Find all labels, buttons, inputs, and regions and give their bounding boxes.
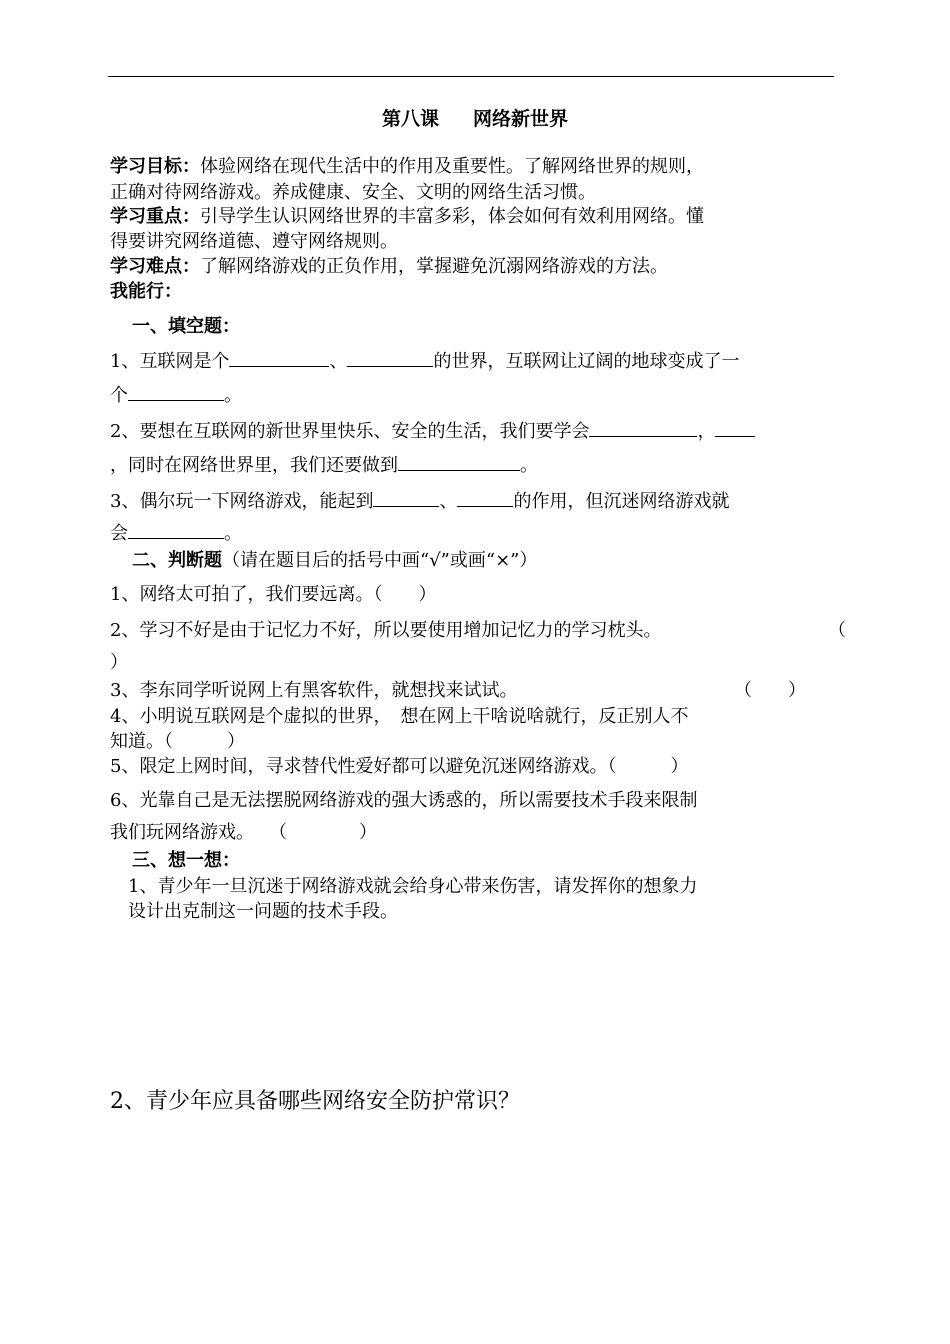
goals-line-1: 学习目标：体验网络在现代生活中的作用及重要性。了解网络世界的规则， — [110, 156, 704, 177]
fill-q3-line-2: 会 。 — [110, 520, 840, 547]
section2-heading-line — [132, 548, 862, 574]
difficulty-label: 学习难点： — [110, 256, 200, 277]
judge-item-5: 5、限定上网时间，寻求替代性爱好都可以避免沉迷网络游戏。（ ） — [110, 756, 689, 777]
answer-blank[interactable] — [347, 348, 433, 367]
answer-bracket[interactable]: （ ） — [734, 680, 806, 701]
answer-blank[interactable] — [589, 418, 697, 437]
answer-blank[interactable] — [457, 488, 513, 507]
answer-blank[interactable] — [715, 418, 755, 437]
think-q2: 2、青少年应具备哪些网络安全防护常识？ — [110, 1089, 520, 1114]
section1-heading: 一、填空题： — [132, 316, 240, 337]
difficulty-line: 学习难点：了解网络游戏的正负作用，掌握避免沉溺网络游戏的方法。 — [110, 256, 668, 277]
fill-q3-line-1: 3、偶尔玩一下网络游戏，能起到 、 的作用，但沉迷网络游戏就 — [110, 488, 840, 515]
judge-item-2: 2、学习不好是由于记忆力不好，所以要使用增加记忆力的学习枕头。 （ — [110, 618, 840, 644]
answer-bracket[interactable]: （ ） — [373, 584, 437, 605]
judge-item-4: 4、小明说互联网是个虚拟的世界， 想在网上干啥说啥就行，反正别人不 — [110, 706, 689, 727]
header-rule — [108, 76, 834, 77]
answer-blank[interactable] — [229, 348, 329, 367]
lesson-name: 网络新世界 — [473, 108, 569, 130]
judge-item-3: 3、李东同学听说网上有黑客软件，就想找来试试。 （ ） — [110, 678, 840, 704]
answer-bracket[interactable]: （ ） — [164, 731, 245, 752]
answer-bracket[interactable]: （ ） — [607, 756, 689, 777]
goals-line-2: 正确对待网络游戏。养成健康、安全、文明的网络生活习惯。 — [110, 182, 596, 203]
answer-bracket-close[interactable]: ） — [110, 652, 128, 673]
lesson-number: 第八课 — [381, 108, 439, 130]
focus-label: 学习重点： — [110, 206, 200, 227]
section2-heading: 二、判断题 — [132, 550, 222, 571]
answer-blank[interactable] — [128, 520, 224, 539]
judge-item-6: 6、光靠自己是无法摆脱网络游戏的强大诱惑的，所以需要技术手段来限制 — [110, 790, 698, 811]
fill-q2-line-1: 2、要想在互联网的新世界里快乐、安全的生活，我们要学会 ， — [110, 418, 840, 445]
answer-blank[interactable] — [398, 452, 520, 471]
answer-blank[interactable] — [128, 382, 224, 401]
fill-q1-line-2: 个 。 — [110, 382, 840, 409]
answer-bracket[interactable]: （ ） — [278, 822, 377, 843]
think-q1-line-1: 1、青少年一旦沉迷于网络游戏就会给身心带来伤害，请发挥你的想象力 — [128, 876, 698, 897]
judge-item-1: 1、网络太可拍了，我们要远离。（ ） — [110, 584, 437, 605]
fill-q1-line-1: 1、互联网是个 、 的世界，互联网让辽阔的地球变成了一 — [110, 348, 840, 375]
answer-blank[interactable] — [373, 488, 439, 507]
answer-bracket-open[interactable]: （ — [828, 620, 846, 641]
focus-line-2: 得要讲究网络道德、遵守网络规则。 — [110, 231, 398, 252]
judge-item-6-cont: 我们玩网络游戏。 （ ） — [110, 822, 377, 843]
section3-heading: 三、想一想： — [132, 850, 240, 871]
focus-line-1: 学习重点：引导学生认识网络世界的丰富多彩，体会如何有效利用网络。懂 — [110, 206, 704, 227]
fill-q2-line-2: ，同时在网络世界里，我们还要做到 。 — [110, 452, 840, 479]
page-title — [0, 104, 950, 131]
goals-label: 学习目标： — [110, 156, 200, 177]
can-do-heading: 我能行： — [110, 281, 182, 302]
judge-item-2-cont — [110, 650, 840, 676]
judge-item-4-cont: 知道。（ ） — [110, 731, 245, 752]
section2-note: （请在题目后的括号中画“√”或画“×”） — [222, 550, 538, 571]
think-q1-line-2: 设计出克制这一问题的技术手段。 — [128, 901, 398, 922]
